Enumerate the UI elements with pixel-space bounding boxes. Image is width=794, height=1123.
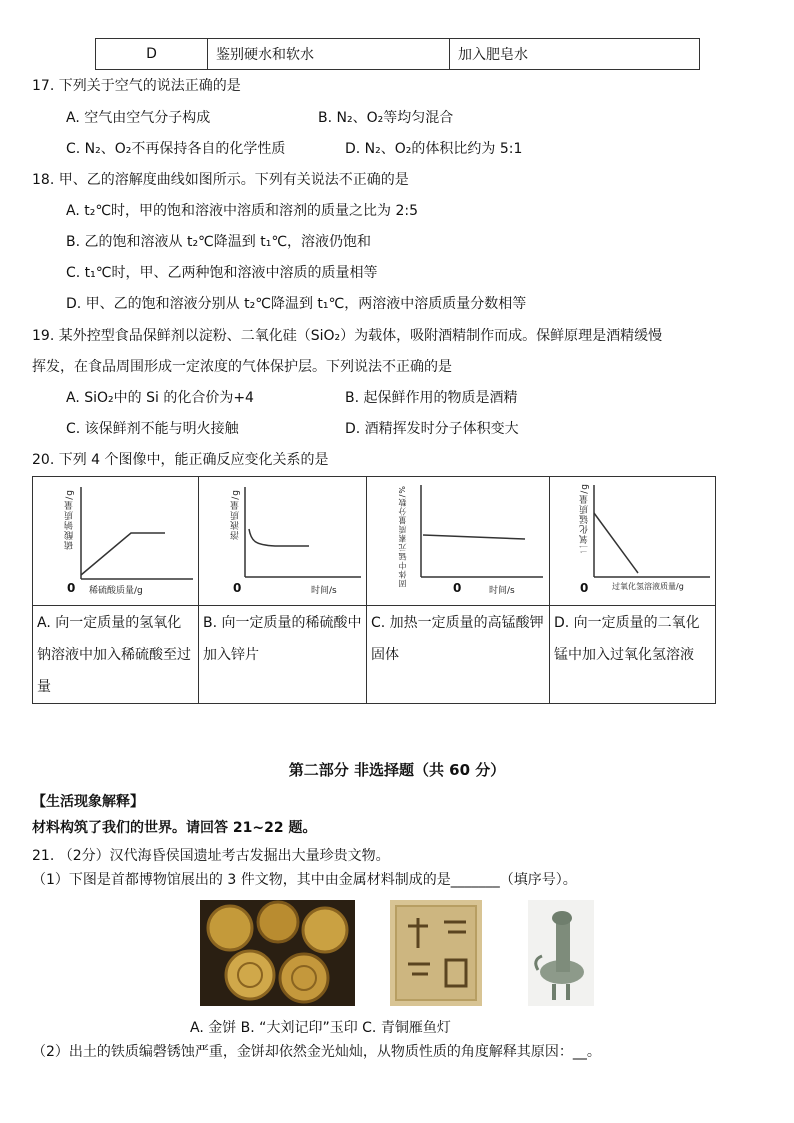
q21-stem: 21. （2分）汉代海昏侯国遗址考古发掘出大量珍贵文物。	[32, 848, 390, 864]
graph-d-origin: 0	[580, 581, 589, 595]
q19-option-b: B. 起保鲜作用的物质是酒精	[345, 390, 518, 406]
graph-b-plot	[199, 477, 367, 605]
q19-option-d: D. 酒精挥发时分子体积变大	[345, 421, 519, 437]
graph-a-ylabel: 硫酸钠质量/g	[65, 489, 75, 550]
q18-stem: 18. 甲、乙的溶解度曲线如图所示。下列有关说法不正确的是	[32, 172, 409, 188]
graph-d-caption: D. 向一定质量的二氧化锰中加入过氧化氢溶液	[554, 615, 700, 663]
graph-d-xlabel: 过氧化氢溶液质量/g	[612, 582, 684, 591]
q21-part2: （2）出土的铁质编磬锈蚀严重，金饼却依然金光灿灿，从物质性质的角度解释其原因：__。	[32, 1044, 601, 1060]
graph-c-origin: 0	[453, 581, 462, 595]
table-row	[96, 39, 700, 70]
graph-d	[550, 477, 715, 703]
graph-a	[33, 477, 199, 703]
bronze-lamp-image	[528, 900, 594, 1006]
q19-option-a: A. SiO₂中的 Si 的化合价为+4	[66, 390, 254, 406]
q21-part1: （1）下图是首都博物馆展出的 3 件文物，其中由金属材料制成的是_______（填序号）。	[32, 872, 577, 888]
graph-d-ylabel: 二氧化锰质量/g	[580, 483, 590, 554]
q18-option-a: A. t₂℃时，甲的饱和溶液中溶质和溶剂的质量之比为 2:5	[66, 203, 419, 219]
gold-coins-image	[200, 900, 355, 1006]
part2-title: 第二部分 非选择题（共 60 分）	[288, 761, 506, 779]
q17-option-b: B. N₂、O₂等均匀混合	[318, 110, 454, 126]
table-cell-task: 鉴别硬水和软水	[208, 39, 450, 70]
q17-option-c: C. N₂、O₂不再保持各自的化学性质	[66, 141, 286, 157]
graph-c-ylabel: 固体中锰元素质量分数/%	[398, 485, 407, 588]
q20-stem: 20. 下列 4 个图像中，能正确反应变化关系的是	[32, 452, 329, 468]
section-intro: 材料构筑了我们的世界。请回答 21~22 题。	[32, 820, 317, 836]
graph-b-xlabel: 时间/s	[311, 586, 337, 596]
graph-c	[367, 477, 550, 703]
q17-option-d: D. N₂、O₂的体积比约为 5:1	[345, 141, 523, 157]
q18-option-d: D. 甲、乙的饱和溶液分别从 t₂℃降温到 t₁℃，两溶液中溶质质量分数相等	[66, 296, 527, 312]
graph-a-xlabel: 稀硫酸质量/g	[89, 586, 143, 596]
artifact-labels: A. 金饼 B. “大刘记印”玉印 C. 青铜雁鱼灯	[190, 1020, 451, 1036]
graph-c-xlabel: 时间/s	[489, 586, 515, 596]
q18-option-b: B. 乙的饱和溶液从 t₂℃降温到 t₁℃，溶液仍饱和	[66, 234, 372, 250]
graph-a-origin: 0	[67, 581, 76, 595]
q17-stem: 17. 下列关于空气的说法正确的是	[32, 78, 241, 94]
answer-table	[95, 38, 700, 70]
graph-a-caption: A. 向一定质量的氢氧化钠溶液中加入稀硫酸至过量	[37, 615, 191, 695]
graph-c-caption: C. 加热一定质量的高锰酸钾固体	[371, 615, 544, 663]
table-cell-method: 加入肥皂水	[450, 39, 700, 70]
q19-stem-line1: 19. 某外控型食品保鲜剂以淀粉、二氧化硅（SiO₂）为载体，吸附酒精制作而成。保鲜原理是酒精缓慢	[32, 328, 663, 344]
q18-option-c: C. t₁℃时，甲、乙两种饱和溶液中溶质的质量相等	[66, 265, 378, 281]
graph-b-caption: B. 向一定质量的稀硫酸中加入锌片	[203, 615, 362, 663]
table-cell-letter: D	[96, 39, 208, 70]
graph-b	[199, 477, 367, 703]
q20-graph-grid	[32, 476, 716, 704]
q19-option-c: C. 该保鲜剂不能与明火接触	[66, 421, 239, 437]
q19-stem-line2: 挥发，在食品周围形成一定浓度的气体保护层。下列说法不正确的是	[32, 359, 452, 375]
graph-b-origin: 0	[233, 581, 242, 595]
jade-seal-image	[390, 900, 482, 1006]
q17-option-a: A. 空气由空气分子构成	[66, 110, 211, 126]
section-heading: 【生活现象解释】	[32, 794, 144, 810]
graph-b-ylabel: 溶液质量/g	[231, 489, 241, 540]
